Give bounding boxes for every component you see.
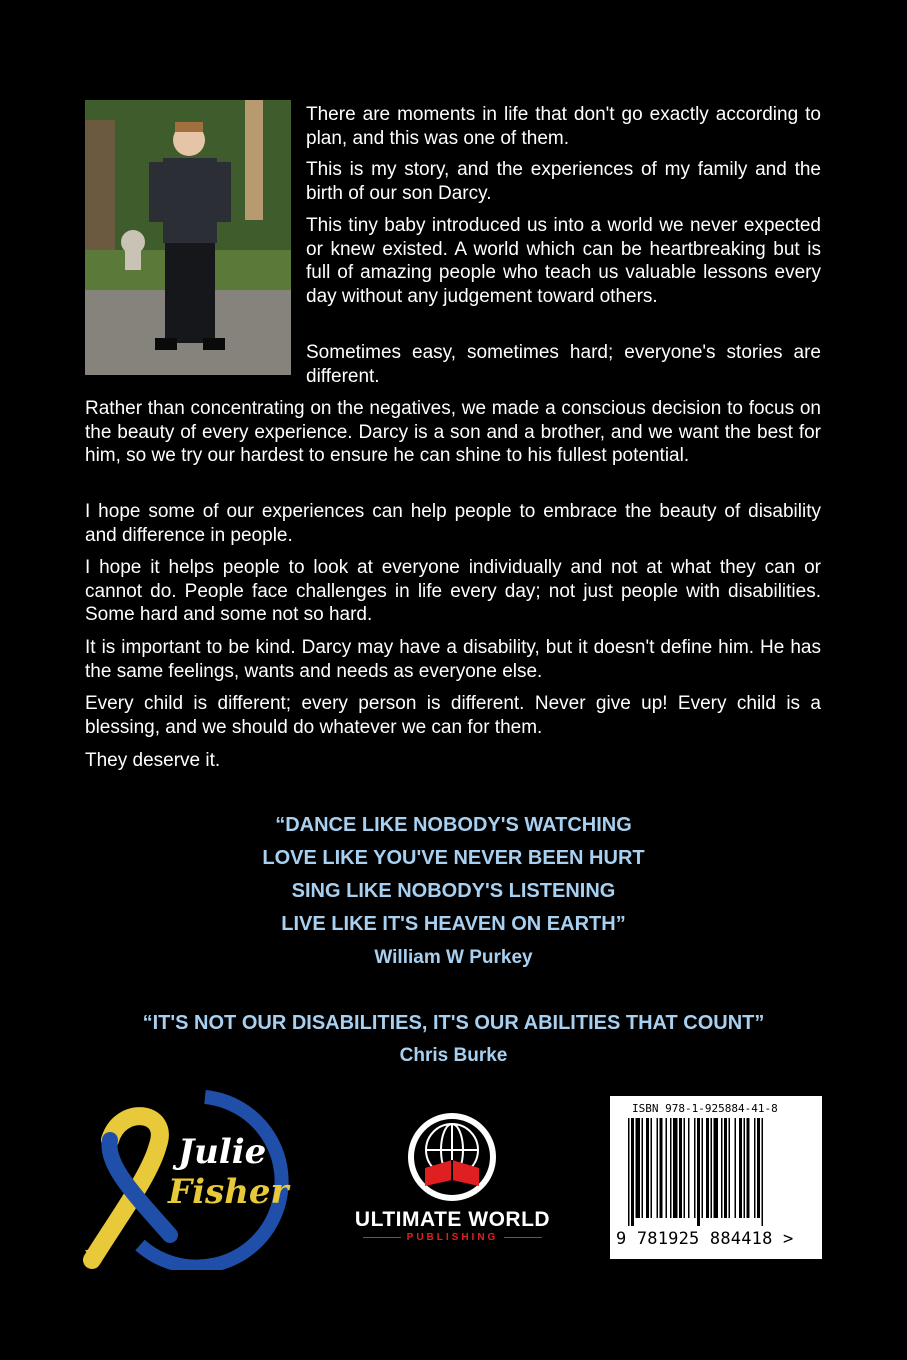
- isbn-barcode: [610, 1096, 822, 1259]
- quote1-line-3: SING LIKE NOBODY'S LISTENING: [291, 880, 616, 902]
- svg-text:Julie: Julie: [178, 1132, 267, 1172]
- barcode-bar: [721, 1118, 723, 1218]
- barcode-bar: [684, 1118, 686, 1218]
- barcode-bar: [762, 1118, 764, 1226]
- quote2-text: “IT'S NOT OUR DISABILITIES, IT'S OUR ABILITIES THAT COUNT”: [142, 1012, 765, 1034]
- barcode-bar: [724, 1118, 727, 1218]
- svg-text:Fisher: Fisher: [168, 1172, 289, 1212]
- barcode-bar: [697, 1118, 700, 1226]
- body-paragraph-10: They deserve it.: [85, 750, 221, 771]
- intro-paragraph-1: There are moments in life that don't go exactly according to plan, and this was one of them.: [306, 104, 821, 149]
- body-paragraph-8: It is important to be kind. Darcy may have a disability, but it doesn't define him. He has the same feelings, wants and needs as everyone else.: [85, 637, 821, 682]
- quote1-author: William W Purkey: [374, 947, 533, 968]
- quote1-line-2: LOVE LIKE YOU'VE NEVER BEEN HURT: [262, 847, 645, 869]
- barcode-bar: [679, 1118, 682, 1218]
- body-paragraph-9: Every child is different; every person is different. Never give up! Every child is a blessing, and we should do whatever we can for them.: [85, 693, 821, 738]
- barcode-bars: [628, 1118, 810, 1226]
- barcode-bar: [714, 1118, 719, 1218]
- intro-paragraph-3: This tiny baby introduced us into a world we never expected or knew existed. A world which can be heartbreaking but is full of amazing people who teach us valuable lessons every day without any judgement toward others.: [306, 215, 821, 307]
- globe-book-icon: [345, 1110, 560, 1205]
- body-paragraph-6: I hope some of our experiences can help people to embrace the beauty of disability and difference in people.: [85, 501, 821, 546]
- barcode-bar: [670, 1118, 672, 1218]
- barcode-bar: [673, 1118, 678, 1218]
- barcode-bar: [646, 1118, 649, 1218]
- body-paragraph-7: I hope it helps people to look at everyone individually and not at what they can or cannot do. People face challenges in life every day; not just people with disabilities. Some hard and some not so hard.: [85, 557, 821, 625]
- quote1-line-4: LIVE LIKE IT'S HEAVEN ON EARTH”: [281, 913, 626, 935]
- barcode-bar: [636, 1118, 641, 1218]
- intro-paragraph-4: Sometimes easy, sometimes hard; everyone's stories are different.: [306, 342, 821, 387]
- quote2-author: Chris Burke: [399, 1045, 508, 1066]
- barcode-bar: [651, 1118, 653, 1218]
- publisher-logo: [345, 1110, 560, 1250]
- barcode-bar: [694, 1118, 696, 1218]
- author-logo: [80, 1085, 310, 1270]
- barcode-bar: [747, 1118, 750, 1218]
- barcode-bar: [744, 1118, 746, 1218]
- barcode-bar: [631, 1118, 634, 1226]
- barcode-bar: [688, 1118, 690, 1218]
- barcode-bar: [711, 1118, 713, 1218]
- publisher-sub: PUBLISHING: [345, 1232, 560, 1243]
- quote1-line-1: “DANCE LIKE NOBODY'S WATCHING: [275, 814, 632, 836]
- barcode-bar: [660, 1118, 663, 1218]
- barcode-bar: [702, 1118, 704, 1218]
- barcode-bar: [666, 1118, 668, 1218]
- barcode-bar: [729, 1118, 731, 1218]
- barcode-bar: [642, 1118, 644, 1218]
- intro-paragraph-2: This is my story, and the experiences of my family and the birth of our son Darcy.: [306, 159, 821, 204]
- barcode-bar: [657, 1118, 659, 1218]
- isbn-digits: 9 781925 884418 >: [616, 1229, 794, 1249]
- barcode-bar: [754, 1118, 756, 1218]
- barcode-bar: [706, 1118, 709, 1218]
- body-paragraph-5: Rather than concentrating on the negatives, we made a conscious decision to focus on the beauty of every experience. Darcy is a son and a brother, and we want the best for him, so we try our hardest to ensure he can shine to his fullest potential.: [85, 398, 821, 466]
- barcode-bar: [757, 1118, 760, 1218]
- barcode-bar: [628, 1118, 630, 1226]
- barcode-bar: [735, 1118, 737, 1218]
- cover-photo-boy: [85, 100, 291, 375]
- barcode-bar: [739, 1118, 742, 1218]
- awareness-ribbon-icon: [80, 1085, 310, 1270]
- isbn-label: ISBN 978-1-925884-41-8: [632, 1102, 778, 1115]
- publisher-name: ULTIMATE WORLD: [354, 1208, 551, 1231]
